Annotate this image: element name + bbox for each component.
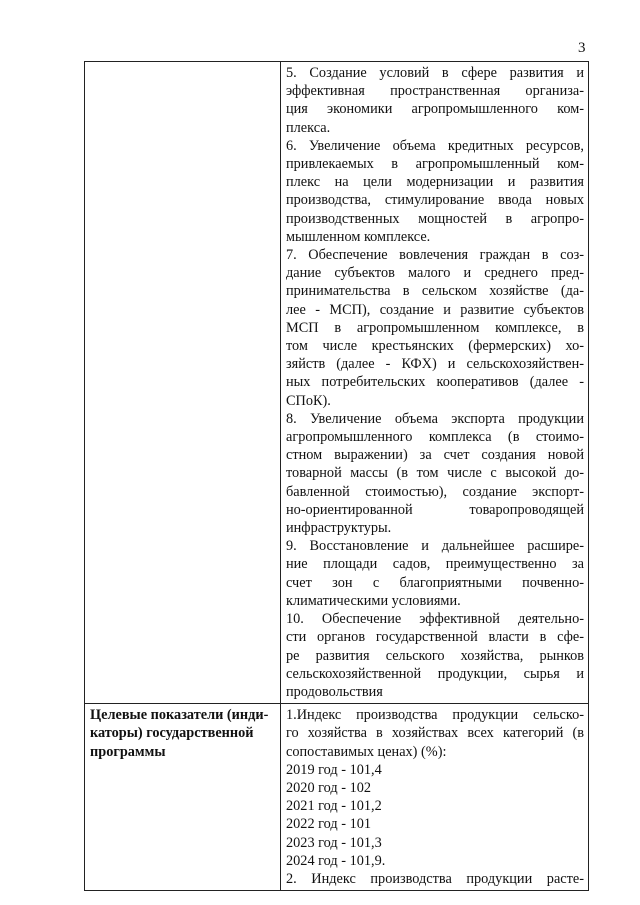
table-row	[85, 704, 589, 891]
goal-text-line: товарной массы (в том числе с высокой до-	[286, 465, 584, 482]
page-number: 3	[578, 40, 586, 56]
goal-text-line: ция экономики агропромышленного ком-	[286, 101, 584, 118]
goal-text-line: ре развития сельского хозяйства, рынков	[286, 647, 584, 664]
goal-text-line: климатическими условиями.	[286, 592, 461, 609]
goal-item	[286, 537, 584, 610]
goal-item	[286, 410, 584, 537]
goal-text-line: 9. Восстановление и дальнейшее расшире-	[286, 538, 584, 555]
goal-item	[286, 246, 584, 410]
goal-item	[286, 610, 584, 701]
goal-text-line: плекса.	[286, 119, 331, 136]
row-label-cell	[85, 62, 281, 704]
indicator-2-line: 2. Индекс производства продукции расте-	[286, 870, 584, 887]
goal-text-line: счет зон с благоприятными почвенно-	[286, 574, 584, 591]
goals-list	[286, 64, 584, 701]
year-value-item: 2023 год - 101,3	[286, 834, 382, 851]
goal-text-line: производственных мощностей в агропро-	[286, 210, 584, 227]
goal-text-line: лее - МСП), создание и развитие субъектов	[286, 301, 584, 318]
target-indicators-label	[90, 706, 276, 761]
year-value-item: 2024 год - 101,9.	[286, 852, 386, 869]
indicator-1-text	[286, 706, 584, 761]
goal-text-line: 7. Обеспечение вовлечения граждан в соз-	[286, 247, 584, 264]
goal-text-line: 6. Увеличение объема кредитных ресурсов,	[286, 137, 584, 154]
label-line: Целевые показатели (инди-	[90, 707, 269, 724]
goal-text-line: производства, стимулирование ввода новых	[286, 192, 584, 209]
goal-text-line: 5. Создание условий в сфере развития и	[286, 65, 584, 81]
indicator-1-line: сопоставимых ценах) (%):	[286, 743, 447, 760]
year-value-item: 2021 год - 101,2	[286, 798, 382, 815]
goal-text-line: эффективная пространственная организа-	[286, 83, 584, 100]
goal-text-line: ных потребительских кооперативов (далее -	[286, 374, 584, 391]
goal-text-line: дание субъектов малого и среднего пред-	[286, 265, 584, 282]
year-value-item: 2022 год - 101	[286, 816, 372, 833]
goal-text-line: привлекаемых в агропромышленный ком-	[286, 156, 584, 173]
goal-text-line: зяйств (далее - КФХ) и сельскохозяйствен-	[286, 356, 584, 373]
indicator-1-years-list	[286, 761, 584, 870]
label-line: программы	[90, 743, 166, 760]
label-line: каторы) государственной	[90, 725, 254, 742]
table-row	[85, 62, 589, 704]
goal-text-line: принимательства в сельском хозяйстве (да-	[286, 283, 584, 300]
goals-cell	[281, 62, 589, 704]
goal-item	[286, 64, 584, 137]
goal-text-line: 8. Увеличение объема экспорта продукции	[286, 410, 584, 427]
program-passport-table	[84, 61, 589, 891]
goal-text-line: СПоК).	[286, 392, 331, 409]
goal-text-line: стном выражении) за счет создания новой	[286, 447, 584, 464]
goal-text-line: мышленном комплексе.	[286, 228, 431, 245]
goal-text-line: агропромышленного комплекса (в стоимо-	[286, 429, 584, 446]
goal-text-line: инфраструктуры.	[286, 520, 392, 537]
goal-text-line: но-ориентированной товаропроводящей	[286, 501, 584, 518]
goal-text-line: сти органов государственной власти в сфе-	[286, 629, 584, 646]
goal-text-line: МСП в агропромышленном комплексе, в	[286, 319, 584, 336]
goal-item	[286, 137, 584, 246]
goal-text-line: бавленной стоимостью), создание экспорт-	[286, 483, 584, 500]
indicator-2-text	[286, 870, 584, 888]
goal-text-line: плекс на цели модернизации и развития	[286, 174, 584, 191]
goal-text-line: продовольствия	[286, 683, 383, 700]
goal-text-line: 10. Обеспечение эффективной деятельно-	[286, 611, 584, 628]
target-indicators-label-cell	[85, 704, 281, 891]
target-indicators-cell	[281, 704, 589, 891]
year-value-item: 2020 год - 102	[286, 779, 372, 796]
year-value-item: 2019 год - 101,4	[286, 761, 382, 778]
goal-text-line: том числе крестьянских (фермерских) хо-	[286, 338, 584, 355]
indicator-1-line: 1.Индекс производства продукции сельско-	[286, 707, 584, 724]
indicator-1-line: го хозяйства в хозяйствах всех категорий (в	[286, 725, 584, 742]
goal-text-line: ние площади садов, преимущественно за	[286, 556, 584, 573]
goal-text-line: сельскохозяйственной продукции, сырья и	[286, 665, 584, 682]
